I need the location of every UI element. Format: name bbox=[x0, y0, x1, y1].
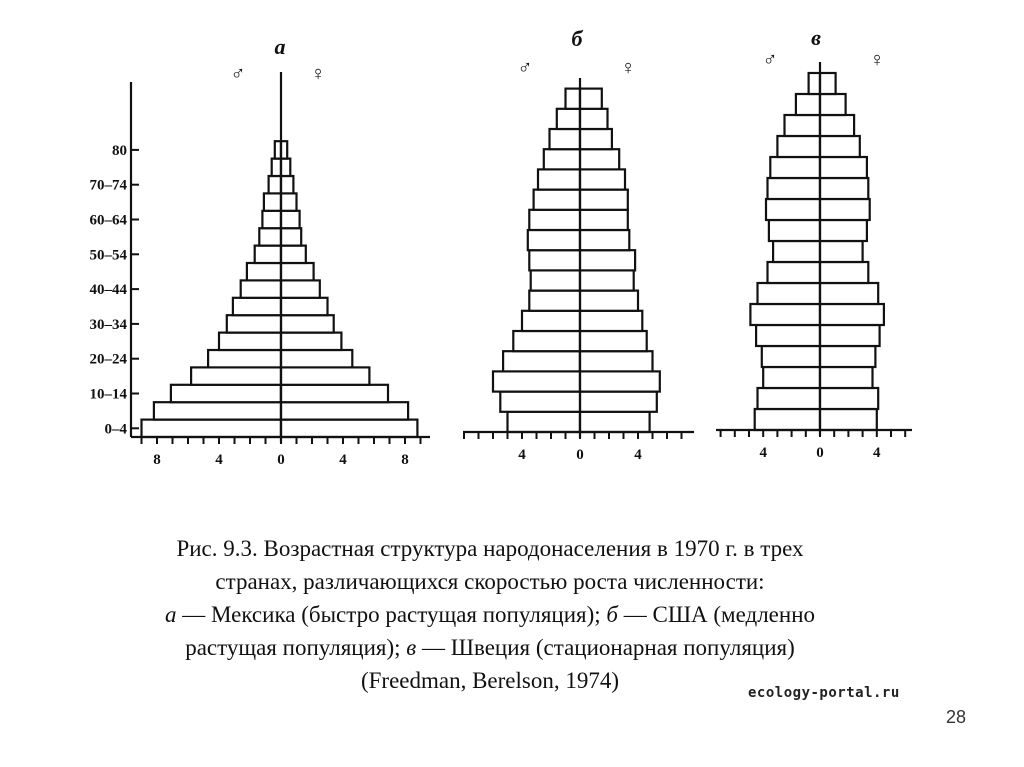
panel-2-female-bar-12 bbox=[820, 157, 867, 178]
watermark: ecology-portal.ru bbox=[748, 685, 900, 701]
panel-0-male-bar-13 bbox=[264, 193, 281, 210]
age-tick-label-3: 30–34 bbox=[89, 316, 127, 333]
panel-0-male-bar-0 bbox=[142, 420, 282, 437]
panel-2-female-symbol: ♀ bbox=[869, 49, 885, 71]
panel-0-male-bar-5 bbox=[219, 333, 281, 350]
panel-0-x-tick-label-0: 8 bbox=[153, 452, 161, 468]
panel-1-male-bar-11 bbox=[534, 190, 580, 210]
panel-0-female-symbol: ♀ bbox=[310, 63, 326, 85]
caption-text-growing: растущая популяция); bbox=[185, 635, 407, 660]
panel-1-male-bar-5 bbox=[522, 311, 580, 331]
age-tick-label-0: 0–4 bbox=[104, 421, 127, 438]
panel-1-male-bar-15 bbox=[557, 109, 580, 129]
panel-0-male-bar-3 bbox=[191, 367, 281, 384]
panel-2-male-bar-10 bbox=[766, 199, 820, 220]
panel-1-male-bar-0 bbox=[508, 412, 581, 432]
panel-0-male-bar-2 bbox=[171, 385, 281, 402]
panel-2-female-bar-2 bbox=[820, 367, 873, 388]
panel-1-female-bar-2 bbox=[580, 371, 660, 391]
age-tick-label-6: 60–64 bbox=[89, 212, 127, 229]
panel-0-male-bar-4 bbox=[208, 350, 281, 367]
age-tick-label-8: 80 bbox=[112, 142, 127, 159]
panel-2-male-bar-0 bbox=[755, 409, 820, 430]
panel-2-male-symbol: ♂ bbox=[762, 49, 778, 71]
panel-2-female-bar-6 bbox=[820, 283, 878, 304]
caption-line-5: (Freedman, Berelson, 1974) bbox=[360, 668, 620, 693]
age-tick-label-4: 40–44 bbox=[89, 282, 127, 299]
panel-0-x-tick-label-2: 0 bbox=[277, 452, 285, 468]
panel-0-female-bar-8 bbox=[281, 280, 320, 297]
panel-2-male-bar-1 bbox=[758, 388, 821, 409]
panel-1-male-bar-1 bbox=[500, 392, 580, 412]
panel-2-male-bar-11 bbox=[768, 178, 821, 199]
panel-0-female-bar-13 bbox=[281, 193, 297, 210]
panel-1-female-bar-4 bbox=[580, 331, 647, 351]
age-tick-label-5: 50–54 bbox=[89, 247, 127, 264]
caption-text-usa: — США (медленно bbox=[617, 602, 816, 627]
panel-2-male-bar-4 bbox=[756, 325, 820, 346]
panel-1-male-bar-9 bbox=[528, 230, 580, 250]
panel-0-male-bar-11 bbox=[259, 228, 281, 245]
panel-1-female-bar-9 bbox=[580, 230, 629, 250]
panel-2-male-bar-16 bbox=[809, 73, 820, 94]
panel-2-male-bar-7 bbox=[768, 262, 821, 283]
caption-line-3 bbox=[60, 598, 920, 631]
panel-1-female-bar-15 bbox=[580, 109, 608, 129]
panel-2-female-bar-15 bbox=[820, 94, 846, 115]
panel-0-female-bar-11 bbox=[281, 228, 301, 245]
panel-2-x-tick-label-1: 0 bbox=[816, 445, 824, 461]
panel-2-female-bar-9 bbox=[820, 220, 867, 241]
panel-1-female-bar-16 bbox=[580, 89, 602, 109]
panel-2-female-bar-11 bbox=[820, 178, 868, 199]
panel-0-male-bar-12 bbox=[262, 211, 281, 228]
panel-1-male-bar-14 bbox=[550, 129, 581, 149]
panel-2-male-bar-14 bbox=[785, 115, 821, 136]
panel-0-male-bar-9 bbox=[247, 263, 281, 280]
panel-2-x-tick-label-0: 4 bbox=[759, 445, 767, 461]
panel-1-female-bar-14 bbox=[580, 129, 612, 149]
panel-1-male-bar-13 bbox=[544, 149, 580, 169]
panel-0-female-bar-2 bbox=[281, 385, 388, 402]
panel-1-male-bar-8 bbox=[529, 250, 580, 270]
panel-1-male-bar-12 bbox=[538, 169, 580, 189]
panel-0-female-bar-1 bbox=[281, 402, 408, 419]
panel-2-male-bar-9 bbox=[769, 220, 820, 241]
panel-2-female-bar-10 bbox=[820, 199, 870, 220]
caption-line-4 bbox=[60, 631, 920, 664]
panel-0-female-bar-0 bbox=[281, 420, 417, 437]
panel-2-male-bar-15 bbox=[796, 94, 820, 115]
panel-0-female-bar-7 bbox=[281, 298, 328, 315]
panel-1-x-tick-label-0: 4 bbox=[518, 447, 526, 463]
panel-2-letter: в bbox=[811, 25, 821, 50]
panel-0-female-bar-10 bbox=[281, 246, 306, 263]
panel-2-female-bar-16 bbox=[820, 73, 836, 94]
caption-letter-v: в bbox=[406, 635, 417, 660]
panel-1-female-bar-7 bbox=[580, 270, 634, 290]
age-tick-label-7: 70–74 bbox=[89, 177, 127, 194]
panel-1-male-bar-3 bbox=[503, 351, 580, 371]
figure-caption bbox=[60, 532, 920, 697]
panel-1-female-bar-5 bbox=[580, 311, 642, 331]
panel-2-female-bar-14 bbox=[820, 115, 854, 136]
panel-1-male-bar-16 bbox=[566, 89, 581, 109]
panel-2-male-bar-12 bbox=[770, 157, 820, 178]
caption-letter-a: а bbox=[164, 602, 177, 627]
panel-0-x-tick-label-3: 4 bbox=[339, 452, 347, 468]
panel-0-male-bar-10 bbox=[255, 246, 281, 263]
panel-1-female-bar-11 bbox=[580, 190, 628, 210]
panel-1-male-bar-2 bbox=[493, 371, 580, 391]
panel-1-female-bar-0 bbox=[580, 412, 650, 432]
panel-0-female-bar-14 bbox=[281, 176, 293, 193]
panel-2-male-bar-8 bbox=[773, 241, 820, 262]
panel-1-male-bar-7 bbox=[531, 270, 580, 290]
panel-1-letter: б bbox=[571, 26, 583, 51]
panel-1-female-bar-1 bbox=[580, 392, 657, 412]
caption-line-1: Рис. 9.3. Возрастная структура народонаселения в 1970 г. в трех bbox=[176, 536, 804, 561]
panel-1-male-bar-6 bbox=[529, 291, 580, 311]
panel-2-female-bar-1 bbox=[820, 388, 878, 409]
panel-1-female-bar-13 bbox=[580, 149, 619, 169]
panel-0-male-bar-15 bbox=[272, 159, 281, 176]
panel-2-x-tick-label-2: 4 bbox=[873, 445, 881, 461]
caption-text-sweden: — Швеция (стационарная популяция) bbox=[416, 635, 795, 660]
panel-1-female-bar-10 bbox=[580, 210, 628, 230]
panel-1-male-bar-4 bbox=[513, 331, 580, 351]
panel-1-female-bar-3 bbox=[580, 351, 653, 371]
panel-0-male-bar-6 bbox=[227, 315, 281, 332]
panel-0-male-bar-7 bbox=[233, 298, 281, 315]
panel-0-female-bar-6 bbox=[281, 315, 334, 332]
panel-2-female-bar-4 bbox=[820, 325, 880, 346]
panel-0-x-tick-label-4: 8 bbox=[401, 452, 409, 468]
panel-0-female-bar-15 bbox=[281, 159, 290, 176]
panel-2-male-bar-6 bbox=[758, 283, 821, 304]
panel-0-x-tick-label-1: 4 bbox=[215, 452, 223, 468]
panel-2-female-bar-3 bbox=[820, 346, 875, 367]
panel-0-female-bar-5 bbox=[281, 333, 341, 350]
panel-1-female-bar-8 bbox=[580, 250, 635, 270]
panel-2-male-bar-3 bbox=[762, 346, 820, 367]
panel-2-male-bar-2 bbox=[763, 367, 820, 388]
panel-1-male-symbol: ♂ bbox=[517, 57, 533, 79]
panel-0-female-bar-9 bbox=[281, 263, 314, 280]
panel-0-male-symbol: ♂ bbox=[230, 63, 246, 85]
panel-2-male-bar-13 bbox=[777, 136, 820, 157]
panel-0-male-bar-8 bbox=[241, 280, 281, 297]
caption-line-2: странах, различающихся скоростью роста численности: bbox=[215, 569, 765, 594]
caption-letter-b: б bbox=[606, 602, 618, 627]
age-tick-label-1: 10–14 bbox=[89, 386, 127, 403]
panel-1-female-bar-6 bbox=[580, 291, 638, 311]
panel-0-male-bar-1 bbox=[154, 402, 281, 419]
panel-0-female-bar-3 bbox=[281, 367, 369, 384]
panel-0-letter: а bbox=[274, 34, 286, 59]
panel-2-female-bar-0 bbox=[820, 409, 877, 430]
panel-0-female-bar-12 bbox=[281, 211, 300, 228]
caption-text-mexico: — Мексика (быстро растущая популяция); bbox=[176, 602, 607, 627]
age-tick-label-2: 20–24 bbox=[89, 351, 127, 368]
panel-1-x-tick-label-2: 4 bbox=[634, 447, 642, 463]
panel-0-male-bar-14 bbox=[269, 176, 281, 193]
panel-1-x-tick-label-1: 0 bbox=[576, 447, 584, 463]
panel-2-female-bar-8 bbox=[820, 241, 863, 262]
panel-1-female-bar-12 bbox=[580, 169, 625, 189]
panel-1-male-bar-10 bbox=[529, 210, 580, 230]
panel-2-female-bar-7 bbox=[820, 262, 868, 283]
panel-2-male-bar-5 bbox=[750, 304, 820, 325]
panel-2-female-bar-13 bbox=[820, 136, 860, 157]
panel-0-female-bar-4 bbox=[281, 350, 352, 367]
page-number: 28 bbox=[945, 707, 966, 727]
panel-1-female-symbol: ♀ bbox=[620, 57, 636, 79]
panel-2-female-bar-5 bbox=[820, 304, 884, 325]
